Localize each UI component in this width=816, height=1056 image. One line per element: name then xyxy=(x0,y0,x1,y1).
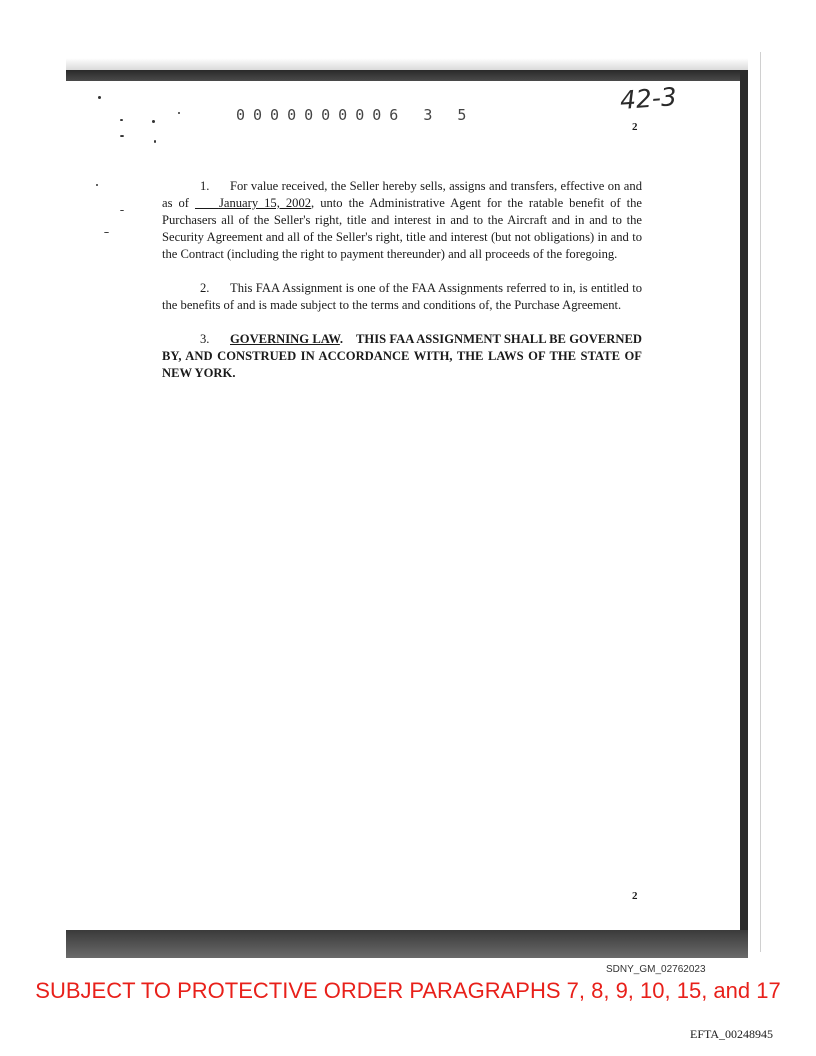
scan-edge-line xyxy=(760,52,761,952)
scan-speck xyxy=(120,210,124,211)
sdny-bates-id: SDNY_GM_02762023 xyxy=(606,964,706,975)
bates-stamp: 0000000006 3 5 xyxy=(236,106,475,124)
document-body xyxy=(162,178,642,399)
paragraph-text: This FAA Assignment is one of the FAA Assignments referred to in, is entitled to the benefits of and is made subject to the terms and conditions of, the Purchase Agreement. xyxy=(162,281,642,312)
paragraph-text: THIS FAA ASSIGNMENT SHALL BE GOVERNED BY, AND CONSTRUED IN ACCORDANCE WITH, THE LAWS OF THE STATE OF NEW YORK. xyxy=(162,332,642,380)
filled-date xyxy=(195,196,311,210)
paragraph-number: 1. xyxy=(200,179,210,193)
section-heading: GOVERNING LAW xyxy=(230,332,340,346)
efta-id: EFTA_00248945 xyxy=(690,1027,774,1041)
scan-speck xyxy=(178,112,180,114)
scan-right-border xyxy=(740,70,748,958)
scan-speck xyxy=(104,232,109,233)
scan-speck xyxy=(120,119,123,121)
scan-speck xyxy=(98,96,101,99)
page-number-top: 2 xyxy=(632,121,638,133)
scan-speck xyxy=(154,140,156,143)
paragraph-1 xyxy=(162,178,642,263)
paragraph-2 xyxy=(162,280,642,314)
handwritten-mark: 42-3 xyxy=(619,82,678,115)
paragraph-number: 2. xyxy=(200,281,210,295)
paragraph-text: , unto the Administrative Agent for the ratable benefit of the Purchasers all of the Seller's right, title and interest in and to the Aircraft and in and to the Security Agreement and all of the Seller's right, title and interest (but not obligations) in and to the Contract (including the right to payment thereunder) and all proceeds of the foregoing. xyxy=(162,196,642,261)
scan-speck xyxy=(152,120,155,123)
protective-order-notice: SUBJECT TO PROTECTIVE ORDER PARAGRAPHS 7, 8, 9, 10, 15, and 17 xyxy=(35,978,781,1003)
scan-speck xyxy=(96,184,98,186)
scan-top-border xyxy=(66,70,748,81)
paragraph-3: 3. GOVERNING LAW. THIS FAA ASSIGNMENT SHALL BE GOVERNED BY, AND CONSTRUED IN ACCORDANCE WITH, THE LAWS OF THE STATE OF NEW YORK. xyxy=(162,332,642,380)
page-number-bottom: 2 xyxy=(632,890,638,902)
filled-date-text: January 15, 2002 xyxy=(218,196,312,210)
paragraph-number: 3. xyxy=(200,332,210,346)
scan-speck xyxy=(120,135,124,137)
scan-bottom-border xyxy=(66,930,748,958)
paragraph-text: For value received, the Seller hereby sells, assigns and transfers, effective on and as of xyxy=(162,179,642,210)
